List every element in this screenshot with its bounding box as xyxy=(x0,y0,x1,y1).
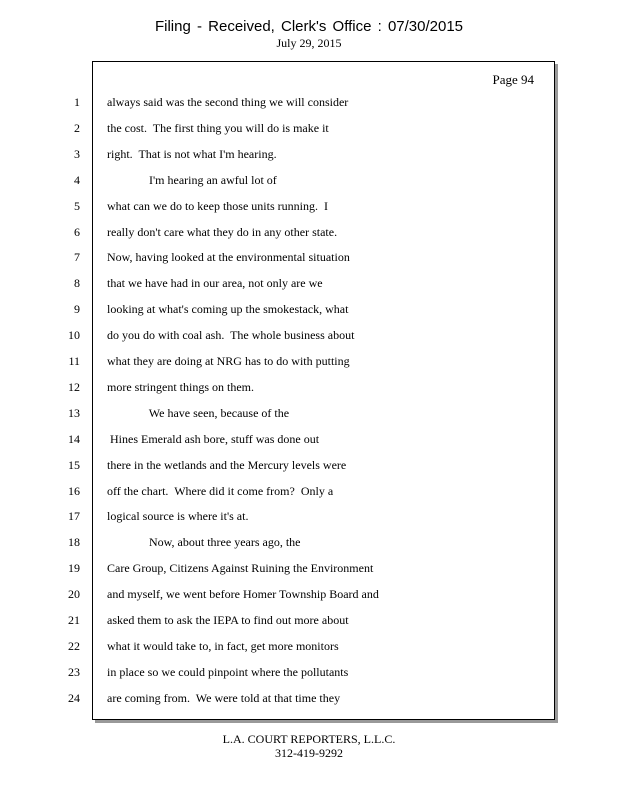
transcript-line: in place so we could pinpoint where the pollutants xyxy=(107,665,349,679)
line-number: 2 xyxy=(74,121,80,135)
transcript-line: asked them to ask the IEPA to find out more about xyxy=(107,613,349,627)
transcript-line: more stringent things on them. xyxy=(107,380,254,394)
transcript-line: Now, having looked at the environmental situation xyxy=(107,250,350,264)
line-number: 16 xyxy=(68,484,80,498)
line-number: 20 xyxy=(68,587,80,601)
line-number: 19 xyxy=(68,561,80,575)
transcript-line: that we have had in our area, not only are we xyxy=(107,276,323,290)
line-number: 5 xyxy=(74,199,80,213)
line-number: 3 xyxy=(74,147,80,161)
transcript-line: logical source is where it's at. xyxy=(107,509,249,523)
transcript-line: the cost. The first thing you will do is make it xyxy=(107,121,329,135)
transcript-line: I'm hearing an awful lot of xyxy=(107,173,277,187)
transcript-line: there in the wetlands and the Mercury levels were xyxy=(107,458,347,472)
transcript-line: are coming from. We were told at that time they xyxy=(107,691,341,705)
line-number: 9 xyxy=(74,302,80,316)
transcript-line: always said was the second thing we will consider xyxy=(107,95,349,109)
transcript-line: right. That is not what I'm hearing. xyxy=(107,147,277,161)
line-number: 15 xyxy=(68,458,80,472)
page-number: Page 94 xyxy=(492,72,534,87)
transcript-line: Care Group, Citizens Against Ruining the Environment xyxy=(107,561,374,575)
line-number: 10 xyxy=(68,328,80,342)
transcript-line: what it would take to, in fact, get more monitors xyxy=(107,639,339,653)
line-number: 4 xyxy=(74,173,80,187)
line-number: 7 xyxy=(74,250,80,264)
line-number: 21 xyxy=(68,613,80,627)
line-number: 17 xyxy=(68,509,80,523)
transcript-line: Now, about three years ago, the xyxy=(107,535,301,549)
line-number: 23 xyxy=(68,665,80,679)
line-number: 14 xyxy=(68,432,80,446)
line-number: 22 xyxy=(68,639,80,653)
transcript-line: looking at what's coming up the smokestack, what xyxy=(107,302,349,316)
line-number: 1 xyxy=(74,95,80,109)
transcript-line: off the chart. Where did it come from? Only a xyxy=(107,484,334,498)
transcript-line: and myself, we went before Homer Township Board and xyxy=(107,587,379,601)
court-reporter-firm: L.A. COURT REPORTERS, L.L.C. xyxy=(222,732,396,746)
line-number: 13 xyxy=(68,406,80,420)
line-number: 11 xyxy=(68,354,80,368)
transcript-line: really don't care what they do in any other state. xyxy=(107,225,338,239)
line-number: 12 xyxy=(68,380,80,394)
filing-stamp: Filing - Received, Clerk's Office : 07/30/2015 xyxy=(154,18,464,35)
transcript-line: what can we do to keep those units running. I xyxy=(107,199,328,213)
line-number: 8 xyxy=(74,276,80,290)
line-number: 6 xyxy=(74,225,80,239)
court-reporter-phone: 312-419-9292 xyxy=(275,746,343,760)
line-number: 18 xyxy=(68,535,80,549)
filing-date: July 29, 2015 xyxy=(276,36,342,50)
line-number: 24 xyxy=(68,691,80,705)
transcript-line: what they are doing at NRG has to do with putting xyxy=(107,354,350,368)
transcript-line: We have seen, because of the xyxy=(107,406,290,420)
transcript-line: do you do with coal ash. The whole business about xyxy=(107,328,355,342)
transcript-line: Hines Emerald ash bore, stuff was done out xyxy=(107,432,320,446)
